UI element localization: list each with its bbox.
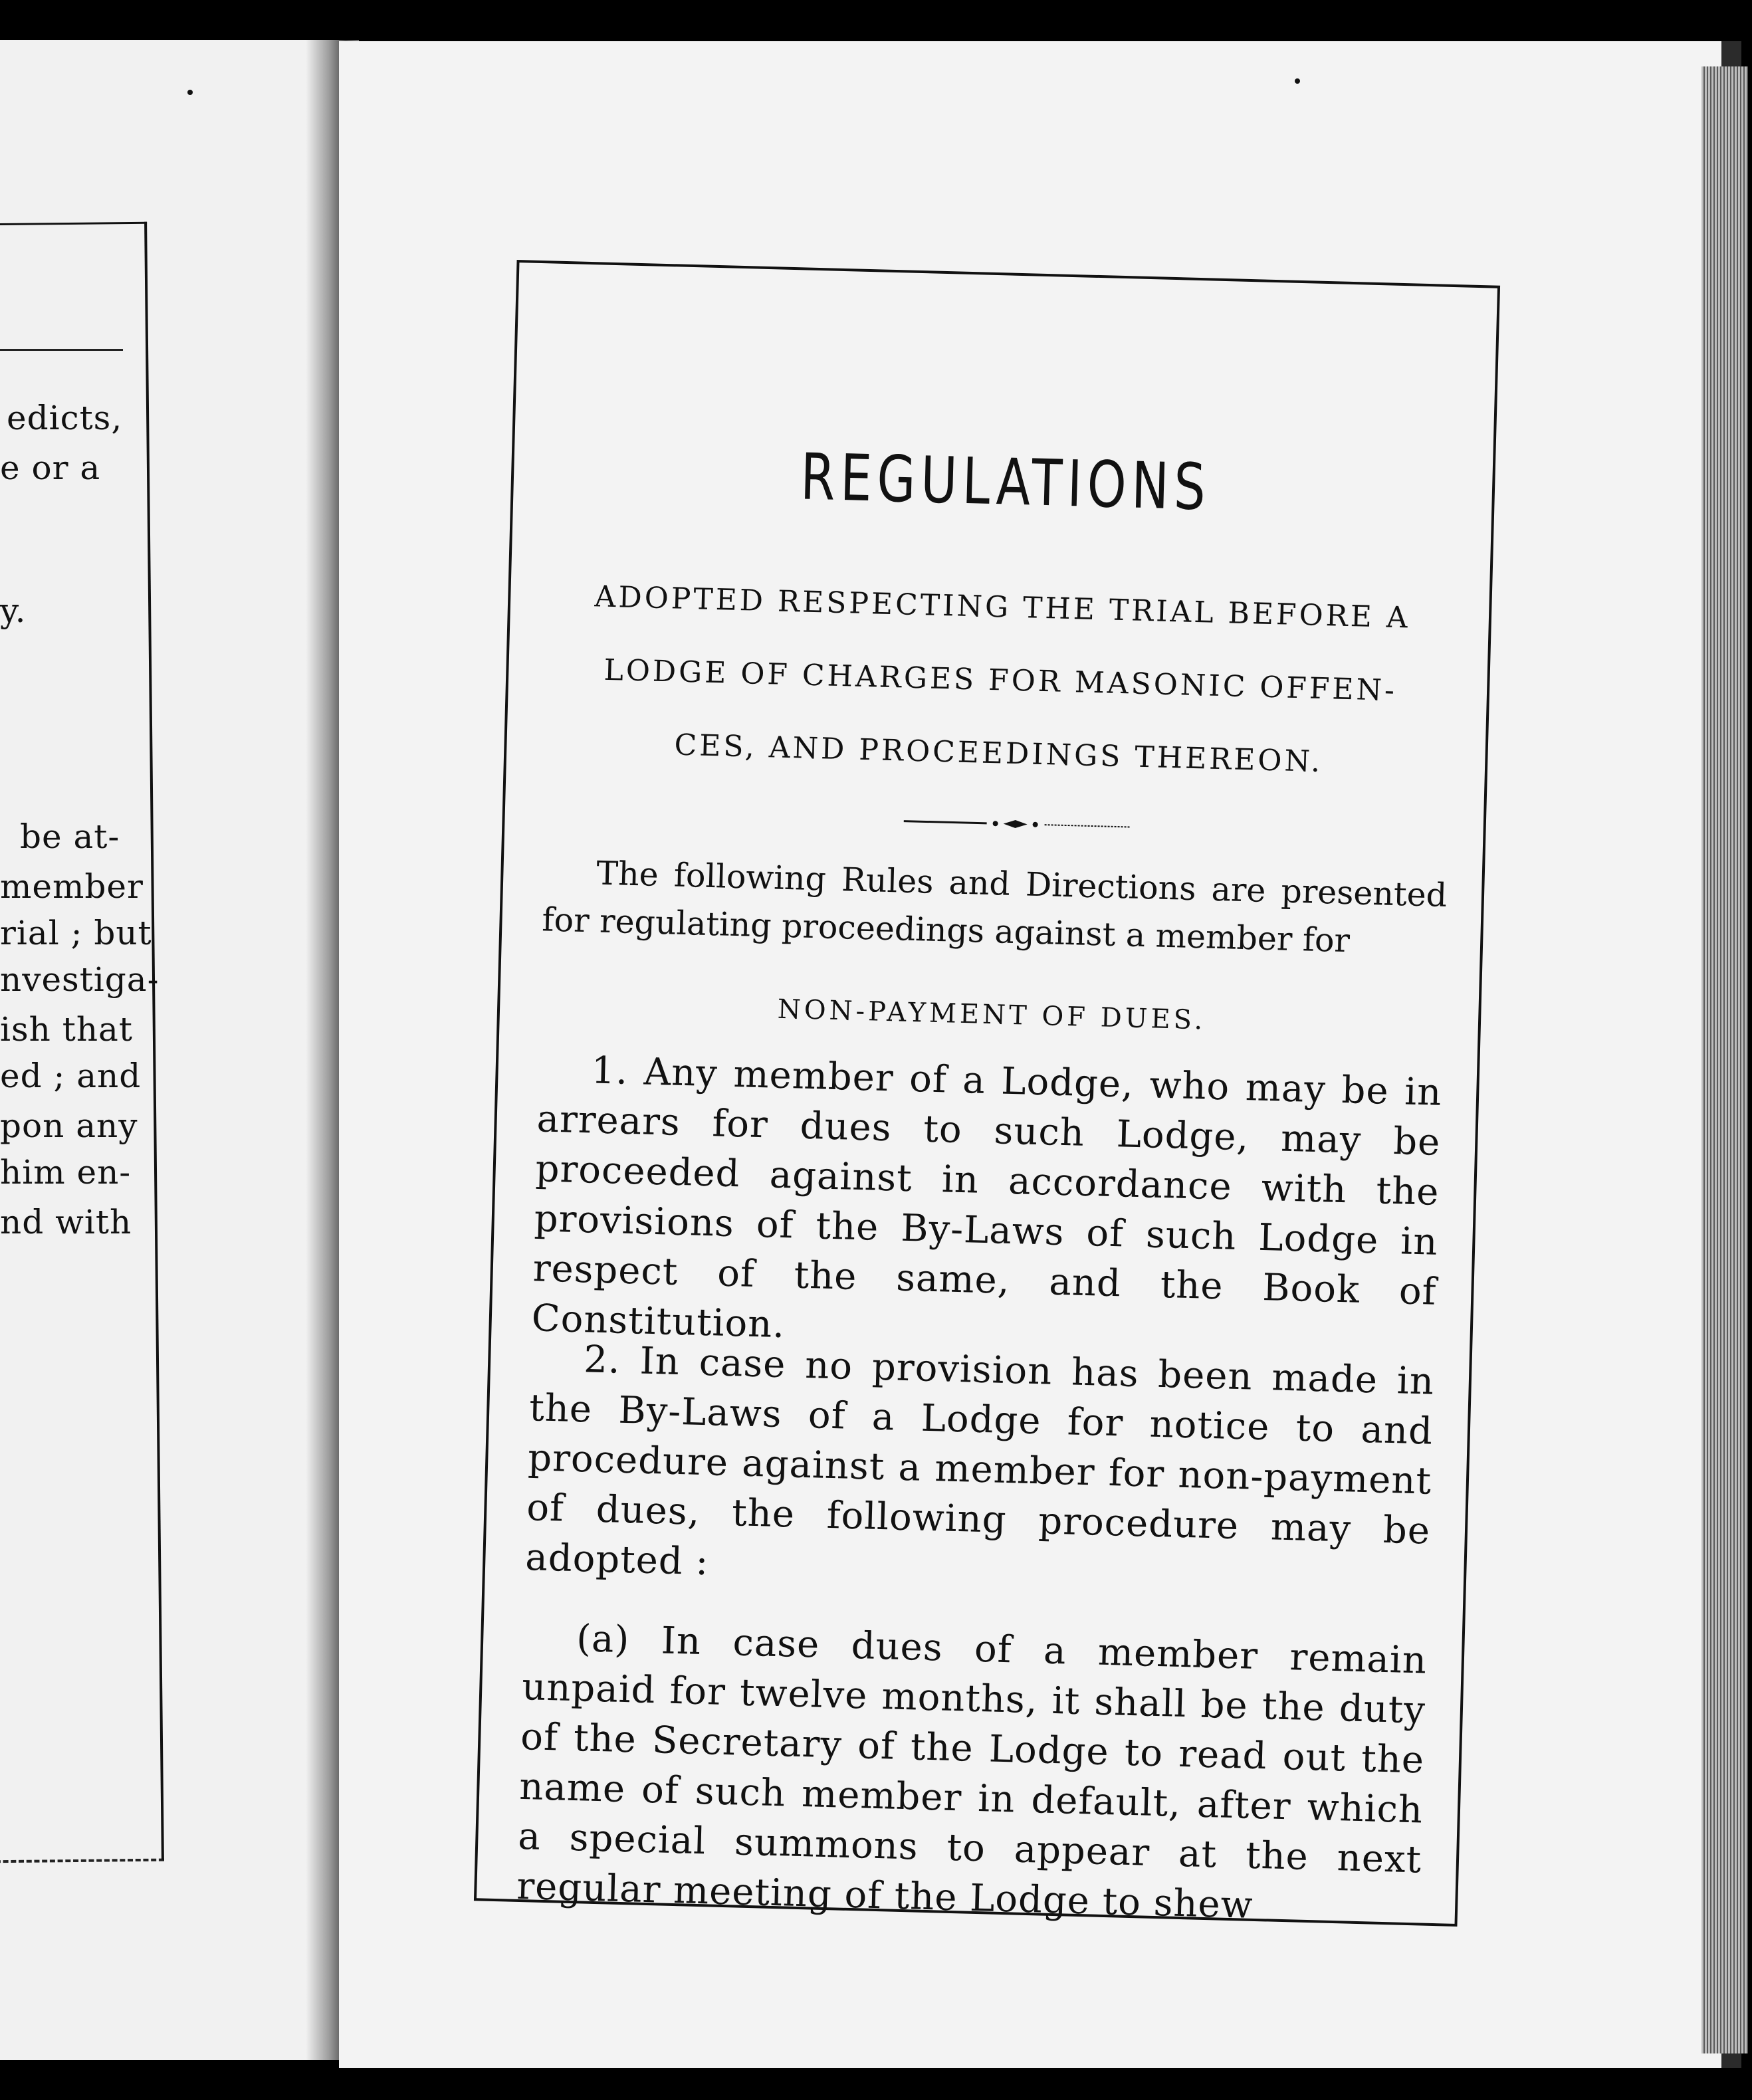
left-text-fragment: nvestiga- — [0, 960, 160, 999]
page-edges — [1701, 66, 1748, 2053]
left-page-rule — [0, 349, 123, 351]
left-text-fragment: be at- — [20, 817, 120, 856]
rule-paragraph — [524, 1333, 1434, 1606]
intro-paragraph: The following Rules and Directions are presented for regulating proceedings against a member for — [541, 854, 1448, 960]
subtitle-line: CES, AND PROCEEDINGS THEREON. — [673, 728, 1323, 780]
left-text-fragment: edicts, — [7, 399, 123, 437]
page-subtitle — [546, 560, 1455, 802]
rule-text: In case no provision has been made in the By-Laws of a Lodge for notice to and procedure against a member for non-payment of dues, the following procedure may be adopted : — [524, 1339, 1435, 1584]
ornament-divider — [903, 815, 1129, 834]
print-speck — [1295, 78, 1300, 84]
rule-number: 2. — [583, 1338, 641, 1383]
page-title: REGULATIONS — [800, 439, 1212, 525]
left-text-fragment: ed ; and — [0, 1057, 142, 1095]
rule-text: In case dues of a member remain unpaid for twelve months, it shall be the duty of the Secretary of the Lodge to read out the name of such member in default, after which a special summons to appear at the next regular meeting of the Lodge to shew — [516, 1619, 1428, 1927]
rule-paragraph — [516, 1612, 1428, 1935]
subtitle-line: ADOPTED RESPECTING THE TRIAL BEFORE A — [594, 579, 1411, 635]
left-text-fragment: him en- — [0, 1153, 132, 1192]
left-text-fragment: y. — [0, 591, 27, 630]
section-heading: NON-PAYMENT OF DUES. — [777, 994, 1206, 1036]
subtitle-line: LODGE OF CHARGES FOR MASONIC OFFEN- — [603, 653, 1398, 708]
left-text-fragment: rial ; but — [0, 914, 152, 952]
left-text-fragment: e or a — [0, 449, 101, 487]
left-text-fragment: ish that — [0, 1010, 133, 1049]
rule-number: 1. — [590, 1049, 645, 1094]
left-text-fragment: pon any — [0, 1106, 138, 1145]
left-text-fragment: member — [0, 867, 144, 906]
left-text-fragment: nd with — [0, 1203, 132, 1241]
rule-text: Any member of a Lodge, who may be in arrears for dues to such Lodge, may be proceeded against in accordance with the provisions of the By-Laws of such Lodge in respect of the same, and the Book of Constitution. — [531, 1050, 1443, 1347]
rule-paragraph — [531, 1044, 1442, 1366]
text-frame — [474, 260, 1500, 1927]
print-speck — [187, 90, 193, 95]
rule-number: (a) — [576, 1617, 662, 1663]
